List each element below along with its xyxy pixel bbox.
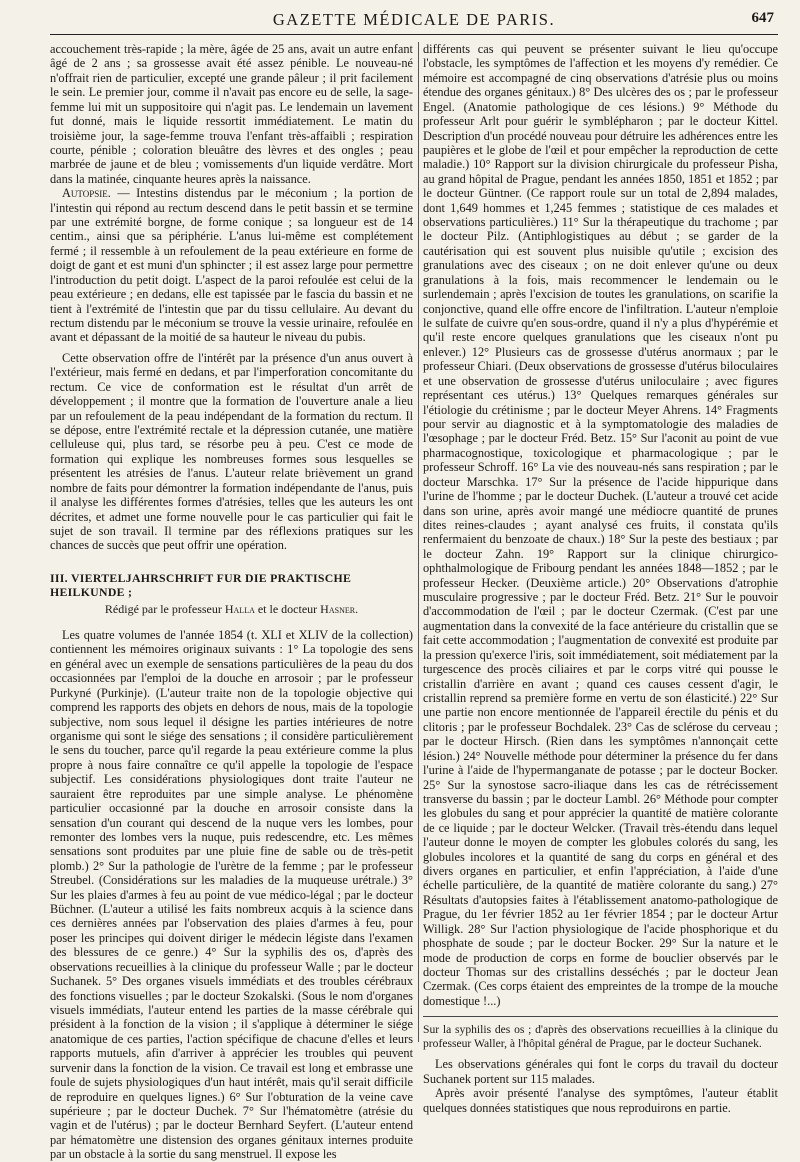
right-column — [423, 42, 778, 1115]
column-divider — [418, 42, 419, 1042]
subsection-lead: Sur la syphilis des os ; d'après des observations recueillies à la clinique du professeur Waller, à l'hôpital général de Prague, par le docteur Suchanek. — [423, 1023, 778, 1051]
paragraph: Les quatre volumes de l'année 1854 (t. XLI et XLIV de la collection) contiennent les mémoires originaux suivants : 1° La topologie des sens en général avec un exemple de sensations particulières de la peau du dos occasionnées par l'emploi de la douche en arrosoir ; par le professeur Purkyné (Purkinje). (L'auteur traite non de la topologie objective qui comprend les rapports des objets en dehors de nous, mais de la topologie subjective, nom sous lequel il désigne les parties intérieures de notre organisme qui sont le siége des sensations ; il considère particulièrement le sens du toucher, parce qu'il regarde la peau extérieure comme la plus propre à nous faire connaître ce qu'il appelle la topologie de l'espace subjectif. Les considérations physiologiques dont traite l'auteur ne sauraient être reproduites par une simple analyse. Le phénomène particulier occasionné par la douche en arrosoir consiste dans la sensation d'un courant qui descend de la nuque vers les lombes, pour remonter des lombes vers la nuque, puis redescendre, etc. Les mêmes sensations sont produites par une pluie fine de sable ou de très-petit plomb.) 2° Sur la pathologie de l'urètre de la femme ; par le professeur Streubel. (Considérations sur les maladies de la muqueuse urétrale.) 3° Sur les plaies d'armes à feu au point de vue médico-légal ; par le docteur Büchner. (L'auteur a utilisé les faits nombreux acquis à la science dans ces dernières années par l'observation des plaies d'armes à feu, pour poser les principes qui doivent diriger le médecin légiste dans l'examen des blessures de ce genre.) 4° Sur la syphilis des os, d'après des observations recueillies à la clinique du professeur Walle ; par le docteur Suchanek. 5° Des organes visuels immédiats et des troubles cérébraux des fonctions visuelles ; par le docteur Szokalski. (Sous le nom d'organes visuels immédiats, l'auteur entend les parties de la masse cérébrale qui président à la fonction de la vision ; il s'applique à déterminer le siége anatomique de ces parties, l'action spécifique de chacune d'elles et leurs rapports mutuels, afin d'arriver à apprécier les troubles qui peuvent survenir dans la fonction de la vision. Ce travail est long et embrasse une foule de sujets physiologiques d'un haut intérêt, mais qu'il serait difficile de reproduire en quelques lignes.) 6° Sur l'obturation de la veine cave supérieure ; par le docteur Duchek. 7° Sur l'hématomètre (atrésie du vagin et de l'utérus) ; par le docteur Bernhard Seyfert. (L'auteur entend par hématomètre une distension des organes génitaux internes produite par un obstacle à la sortie du sang menstruel. Il expose les — [50, 628, 413, 1162]
autopsy-text: — Intestins distendus par le méconium ; la portion de l'intestin qui répond au rectum descend dans le petit bassin et se termine par une extrémité borgne, de forme conique ; sa longueur est de 14 centim., ainsi que sa périphérie. L'anus lui-même est complétement fermé ; il ressemble à un refoulement de la peau extérieure en forme de doigt de gant et est muni d'un sphincter ; il est assez large pour permettre l'introduction du petit doigt. L'aspect de la paroi refoulée est celui de la peau extérieure ; en dedans, elle est tapissée par le fascia du bassin et ne tient à l'extrémité de l'intestin que par du tissu cellulaire. Au devant du rectum distendu par le méconium se trouve la vessie urinaire, refoulée en avant et dépassant de la moitié de sa hauteur le niveau du pubis. — [50, 186, 413, 345]
subheading-text: Rédigé par le professeur — [104, 601, 225, 616]
editor-name: Halla — [224, 601, 255, 616]
paragraph: Cette observation offre de l'intérêt par la présence d'un anus ouvert à l'extérieur, mais fermé en dedans, et par l'imperforation concomitante du rectum. Ce vice de conformation est le résultat d'un arrêt de développement ; il montre que la formation de l'ouverture anale a lieu par un refoulement de la peau indépendant de la formation du rectum. Il se dépose, entre l'extrémité rectale et la dépression cutanée, une matière celluleuse qui, plus tard, se résorbe peu à peu. C'est ce mode de formation qui explique les nombreuses formes sous lesquelles se présentent les atrésies de l'anus. L'auteur relate brièvement un grand nombre de faits pour démontrer la formation indépendante de l'anus, puis il analyse les différentes formes d'atrésies, telles que les auteurs les ont décrites, et admet une forme nouvelle pour le cas particulier qui fait le sujet de son travail. Il termine par des réflexions pratiques sur les chances de succès que peut offrir une opération. — [50, 350, 413, 553]
paragraph: différents cas qui peuvent se présenter suivant le lieu qu'occupe l'obstacle, les symptômes de l'affection et les moyens d'y remédier. Ce mémoire est accompagné de cinq observations d'atrésie plus ou moins étendue des organes génitaux.) 8° Des ulcères des os ; par le professeur Engel. (Anatomie pathologique de ces lésions.) 9° Méthode du professeur Arlt pour guérir le symblépharon ; par le docteur Kittel. Description d'un procédé nouveau pour détruire les adhérences entre les paupières et le globe de l'œil et pour empêcher la reproduction de cette maladie.) 10° Rapport sur la division chirurgicale du professeur Pisha, au grand hôpital de Prague, pendant les années 1850, 1851 et 1852 ; par le docteur Güntner. (Ce rapport roule sur un total de 2,894 malades, dont 1,649 hommes et 1,245 femmes ; statistique de ces malades et observations particulières.) 11° Sur la thérapeutique du trachome ; par le docteur Pilz. (Antiphlogistiques au début ; se garder de la cautérisation qui est souvent plus nuisible qu'utile ; excision des granulations avec des ciseaux ; on ne doit enlever qu'une ou deux granulations à la fois, mais recommencer le lendemain ou le surlendemain ; après l'excision de toutes les granulations, on scarifie la conjonctive, quand elle offre encore de l'infiltration. L'auteur n'emploie le sulfate de cuivre qu'en sous-ordre, quand il n'y a plus d'hypérémie et qu'il reste encore quelques granulations que les ciseaux n'ont pu enlever.) 12° Plusieurs cas de grossesse d'utérus anormaux ; par le professeur Chiari. (Deux observations de grossesse d'utérus biloculaires et une observation de grossesse d'utérus uniloculaire ; avec figures représentant ces utérus.) 13° Quelques remarques générales sur l'étiologie du crétinisme ; par le docteur Meyer Ahrens. 14° Fragments pour servir au diagnostic et à la symptomatologie des maladies de l'œsophage ; par le docteur Fréd. Betz. 15° Sur l'aconit au point de vue pharmacognostique, toxicologique et pharmacologique ; par le professeur Schroff. 16° La vie des nouveau-nés sans respiration ; par le docteur Marschka. 17° Sur la présence de l'acide hippurique dans l'urine de l'homme ; par le docteur Duchek. (L'auteur a trouvé cet acide dans son urine, après avoir mangé une médiocre quantité de prunes dites reines-claudes ; ayant analysé ces fruits, il constata qu'ils renfermaient du benzoate de chaux.) 18° Sur la peste des bestiaux ; par le docteur Zahn. 19° Rapport sur la clinique chirurgico-ophthalmologique de Fribourg pendant les années 1848—1852 ; par le professeur Hecker. (Deuxième article.) 20° Observations d'atrophie musculaire progressive ; par le docteur Fréd. Betz. 21° Sur le pouvoir d'accommodation de l'œil ; par le docteur Czermak. (C'est par une augmentation dans la convexité de la face antérieure du cristallin que se fait cette accommodation ; l'augmentation de convexité est produite par la pression qu'exerce l'iris, soit immédiatement, soit médiatement par la turgescence des procès ciliaires et par le corps vitré qui pousse le cristallin d'arrière en avant ; quand ces causes cessent d'agir, le cristallin reprend sa première forme en vertu de son élasticité.) 22° Sur une partie non encore mentionnée de l'appareil érectile du pénis et du clitoris ; par le professeur Bochdalek. 23° Cas de sclérose du cerveau ; par le docteur Hirsch. (Rien dans les symptômes n'annonçait cette lésion.) 24° Nouvelle méthode pour déterminer la présence du fer dans l'urine à l'aide de l'hypermanganate de potasse ; par le docteur Bocker. 25° Sur la synostose sacro-iliaque dans les cas de rétrécissement transverse du bassin ; par le docteur Lambl. 26° Méthode pour compter les globules du sang et pour apprécier la quantité de matière colorante de ce liquide ; par le docteur Welcker. (Travail très-étendu dans lequel l'auteur donne le moyen de compter les globules colorés du sang, les globules incolores et la quantité de sang du corps en général et des divers organes en particulier, et enfin l'appréciation, à l'aide d'une échelle particulière, de la quantité de matière colorante du sang.) 27° Résultats d'autopsies faites à l'établissement anatomo-pathologique de Prague, du 1er février 1852 au 1er février 1854 ; par le docteur Artur Willigk. 28° Sur l'action physiologique de l'acide phosphorique et du phosphate de soude ; par le docteur Bocker. 29° Sur la nature et le mode de production de corps en forme de bouclier observés par le docteur Thomas sur des cristallins desséchés ; par le docteur Jean Czermak. (Ces corps étaient des empreintes de la trompe de la mouche domestique !...) — [423, 42, 778, 1008]
editor-name: Hasner — [320, 601, 356, 616]
running-title: GAZETTE MÉDICALE DE PARIS. — [272, 10, 556, 29]
paragraph: Après avoir présenté l'analyse des symptômes, l'auteur établit quelques données statistiques que nous reproduirons en partie. — [423, 1086, 778, 1115]
left-column — [50, 42, 413, 1162]
section-heading: III. VIERTELJAHRSCHRIFT FUR DIE PRAKTISCHE HEILKUNDE ; — [50, 570, 352, 600]
page-number: 647 — [751, 10, 774, 26]
page-header — [50, 8, 778, 35]
autopsy-paragraph — [50, 186, 413, 345]
section-rule — [423, 1016, 778, 1017]
section-subheading — [50, 602, 413, 616]
autopsy-label: Autopsie. — [62, 186, 111, 201]
paragraph: Les observations générales qui font le corps du travail du docteur Suchanek portent sur 115 malades. — [423, 1057, 778, 1086]
subheading-text: et le docteur — [254, 601, 321, 616]
paragraph: accouchement très-rapide ; la mère, âgée de 25 ans, avait un autre enfant âgé de 2 ans ; sa grossesse avait été assez pénible. Le nouveau-né n'offrait rien de particulier, excepté une grande pâleur ; il prit facilement le sein. Le premier jour, comme il n'avait pas encore eu de selle, la sage-femme lui mit un suppositoire qui n'agit pas. Le lendemain un lavement fut donné, mais le liquide ressortit immédiatement. Le matin du troisième jour, la sage-femme trouva l'enfant très-affaibli ; respiration courte, pénible ; coloration bleuâtre des lèvres et des ongles ; peau marbrée de jaune et de bleu ; vomissements d'un liquide verdâtre. Mort dans la matinée, cinquante heures après la naissance. — [50, 42, 413, 186]
subheading-text: . — [355, 601, 359, 616]
